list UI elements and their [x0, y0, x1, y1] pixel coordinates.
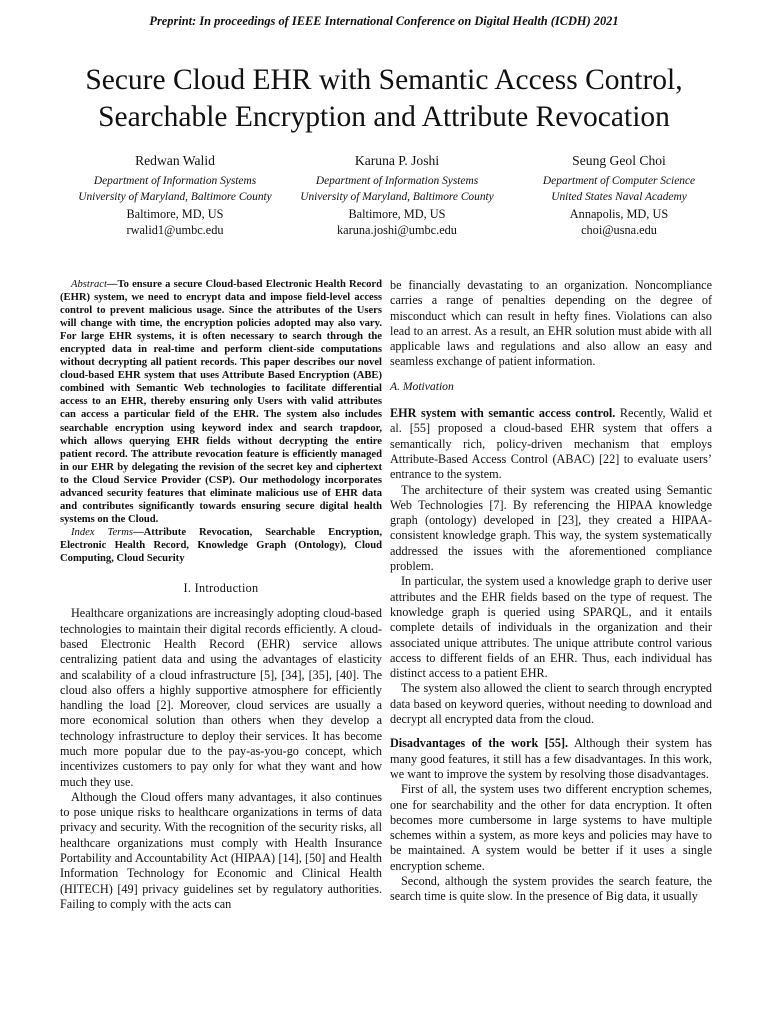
intro-paragraph-1: Healthcare organizations are increasingly adopting cloud-based technologies to maintain their digital records efficiently. A cloud-based Electronic Health Record (EHR) service allows centralizing patient data and using the advantages of elasticity and scalability of a cloud infrastructure [5], [34], [35], [40]. The cloud also offers a highly supportive atmosphere for efficiently handling the load [2]. Moreover, cloud services are usually a more economical solution than others when they develop a technology infrastructure to deploy their services. It has become much more popular due to the pay-as-you-go concept, which incentivizes customers to pay only for what they want and how much they use. [60, 606, 382, 789]
ehr-system-text: Recently, Walid et al. [55] proposed a cloud-based EHR system that offers a semantically rich, policy-driven mechanism that employs Attribute-Based Access Control (ABAC) [22] to evaluate users’ entrance to the system. [390, 406, 713, 482]
particular-paragraph: In particular, the system used a knowledge graph to derive user attributes and the EHR fields based on the type of request. The knowledge graph is queried using SPARQL, and it entails complete details of individuals in the organization and their associated unique attributes. The unique attribute control various access to different fields of an EHR. Thus, each individual has distinct access to a patient EHR. [390, 574, 712, 681]
abstract [60, 278, 382, 526]
author-email: karuna.joshi@umbc.edu [337, 223, 457, 237]
index-terms-lead: Index Terms [71, 526, 134, 538]
author-city: Baltimore, MD, US [126, 206, 224, 221]
search-paragraph: The system also allowed the client to search through encrypted data based on keyword queries, without needing to download and decrypt all encrypted data from the cloud. [390, 681, 712, 727]
author-block [64, 153, 730, 239]
abstract-text: —To ensure a secure Cloud-based Electronic Health Record (EHR) system, we need to encrypt data and impose field-level access control to prevent malicious usage. Since the attributes of the Users will change with time, the encryption policies adopted may also vary. For large EHR systems, it is often necessary to search through the encrypted data in real-time and perform client-side computations without decrypting all patient records. This paper describes our novel cloud-based EHR system that uses Attribute Based Encryption (ABE) combined with Semantic Web technologies to facilitate differential access to an EHR, thereby ensuring only Users with valid attributes can access a particular field of the EHR. The system also includes searchable encryption using keyword index and search trapdoor, which allows querying EHR fields without decrypting the entire patient record. The attribute revocation feature is efficiently managed in our EHR by delegating the revision of the secret key and ciphertext to the Cloud Service Provider (CSP). Our methodology incorporates advanced security features that eliminate malicious use of EHR data and contributes significantly towards ensuring secure digital health systems on the Cloud. [60, 279, 382, 525]
section-heading-introduction: I. Introduction [183, 581, 259, 596]
second-paragraph: Second, although the system provides the search feature, the search time is quite slow. In the presence of Big data, it usually [390, 873, 712, 904]
first-paragraph: First of all, the system uses two different encryption schemes, one for searchability and the other for data encryption. It often becomes more cumbersome in large systems to have multiple schemes within a system, as more keys and policies may have to be maintained. A system would be better if it uses a single encryption scheme. [390, 782, 712, 873]
author-dept: Department of Computer Science [542, 174, 696, 187]
disadvantages-lead: Disadvantages of the work [55]. [390, 736, 569, 751]
author-3 [508, 153, 730, 239]
author-dept: Department of Information Systems [315, 174, 479, 187]
author-name: Seung Geol Choi [572, 153, 666, 168]
author-email: rwalid1@umbc.edu [126, 223, 224, 237]
author-dept: Department of Information Systems [93, 174, 257, 187]
ehr-system-paragraph [390, 406, 712, 482]
author-2 [286, 153, 508, 239]
paper-title [20, 62, 748, 136]
preprint-header: Preprint: In proceedings of IEEE International Conference on Digital Health (ICDH) 2021 [149, 14, 619, 28]
title-line-1: Secure Cloud EHR with Semantic Access Control, [85, 64, 683, 96]
author-name: Karuna P. Joshi [354, 153, 440, 168]
author-univ: United States Naval Academy [551, 191, 687, 203]
author-univ: University of Maryland, Baltimore County [300, 191, 494, 203]
architecture-paragraph: The architecture of their system was created using Semantic Web Technologies [7]. By referencing the HIPAA knowledge graph (ontology) developed in [23], they created a HIPAA-consistent knowledge graph. This way, the system systematically addressed the issues with the aforementioned compliance problem. [390, 482, 712, 574]
author-1 [64, 153, 286, 239]
author-email: choi@usna.edu [581, 223, 657, 237]
abstract-lead: Abstract [71, 279, 107, 290]
author-city: Annapolis, MD, US [569, 206, 669, 221]
intro-paragraph-3: be financially devastating to an organization. Noncompliance carries a range of penalties depending on the degree of misconduct which can result in hefty fines. Violations can also lead to an arrest. As a result, an EHR solution must abide with all applicable laws and regulations and also allow an easy and seamless exchange of patient information. [390, 278, 712, 369]
title-line-2: Searchable Encryption and Attribute Revocation [98, 101, 670, 133]
left-column [60, 278, 382, 912]
author-city: Baltimore, MD, US [348, 206, 446, 221]
index-terms-text: —Attribute Revocation, Searchable Encryption, Electronic Health Record, Knowledge Graph (Ontology), Cloud Computing, Cloud Security [60, 526, 382, 564]
author-univ: University of Maryland, Baltimore County [78, 191, 272, 203]
index-terms [60, 526, 382, 565]
ehr-system-lead: EHR system with semantic access control. [390, 406, 616, 421]
subsection-heading-motivation: A. Motivation [390, 379, 454, 393]
right-column [390, 278, 712, 905]
intro-paragraph-2: Although the Cloud offers many advantages, it also continues to pose unique risks to healthcare organizations in terms of data privacy and security. With the recognition of the security risks, all healthcare organizations must comply with Health Insurance Portability and Accountability Act (HIPAA) [14], [50] and Health Information Technology for Economic and Clinical Health (HITECH) [49] privacy guidelines set by regulatory authorities. Failing to comply with the acts can [60, 789, 382, 911]
author-name: Redwan Walid [135, 153, 215, 168]
disadvantages-paragraph [390, 736, 712, 782]
disadvantages-text: Although their system has many good features, it still has a few disadvantages. In this work, we want to improve the system by resolving those disadvantages. [390, 736, 712, 781]
